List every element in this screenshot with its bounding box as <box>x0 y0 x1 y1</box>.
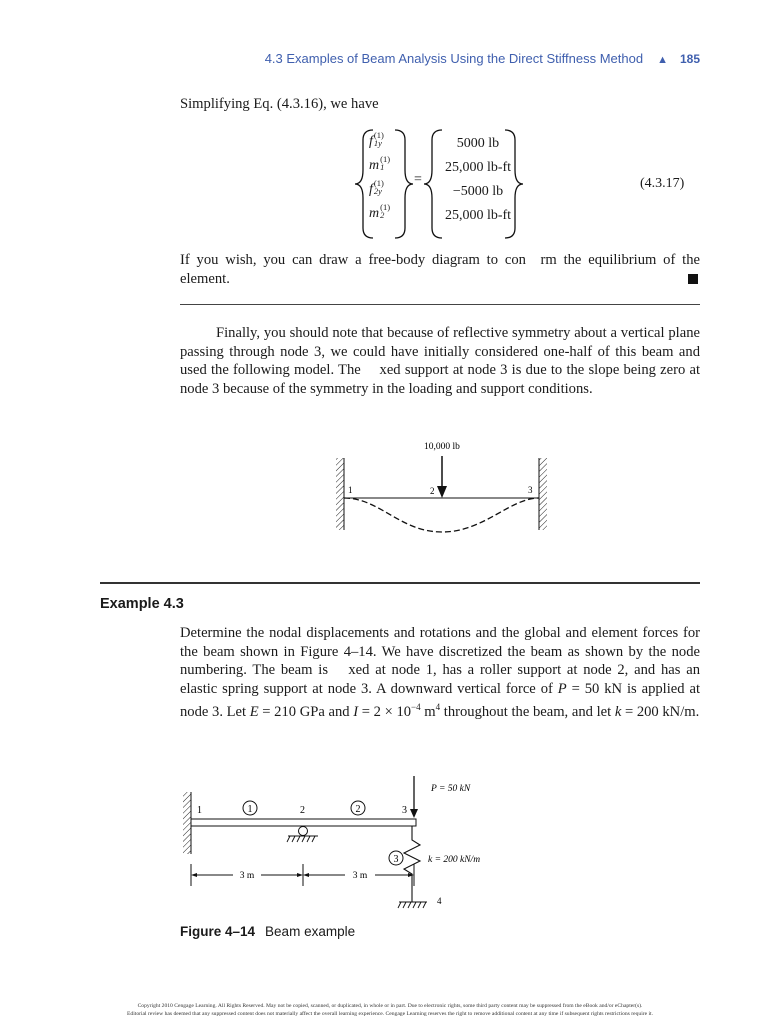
lhs-entry: f (1) 1y <box>369 130 384 150</box>
copyright-footer: Copyright 2010 Cengage Learning. All Rights Reserved. May not be copied, scanned, or duplicated, in whole or in part. Due to electronic rights, some third party content may be suppressed from the eBook and/or eChapter(s). Editorial review has deemed that any suppressed content does not materially affect the overall learning experience. Cengage Learning reserves the right to remove additional content at any time if subsequent rights restrictions require it. <box>127 1003 653 1017</box>
symmetry-paragraph: Finally, you should note that because of reflective symmetry about a vertical plane passing through node 3, we could have initially considered one-half of this beam and used the following model. The xed support at node 3 is due to the slope being zero at node 3 because of the symmetry in the loading and support conditions. <box>180 325 700 397</box>
figure-4-14 <box>175 770 515 920</box>
roller-support <box>299 827 308 836</box>
load-label-P: P = 50 kN <box>431 784 471 794</box>
equals-sign: = <box>414 172 422 187</box>
spring <box>404 826 420 902</box>
equation-block <box>355 126 535 242</box>
page-number: 185 <box>679 52 700 66</box>
lhs-entry: f (1) 2y <box>369 178 384 198</box>
caption-label: Figure 4–14 <box>180 924 256 939</box>
element-label-2: 2 <box>355 804 361 815</box>
element-label-1: 1 <box>247 804 253 815</box>
fbd-paragraph: If you wish, you can draw a free-body diagram to con rm the equilibrium of the element. <box>180 252 700 287</box>
fixed-wall-node-1 <box>183 792 191 854</box>
spring-label: k = 200 kN/m <box>428 855 481 865</box>
equation-lhs <box>369 130 405 230</box>
dim-right: 3 m <box>352 871 368 881</box>
equation-number: (4.3.17) <box>640 176 685 191</box>
fixed-support-left <box>336 458 344 530</box>
rhs-entry: −5000 lb <box>452 184 504 199</box>
end-of-example-icon <box>688 274 698 284</box>
example-divider <box>100 582 700 584</box>
triangle-icon: ▲ <box>657 54 668 66</box>
node-label-2: 2 <box>430 486 435 496</box>
lhs-entry: m (1) 2 <box>369 202 391 222</box>
section-title: 4.3 Examples of Beam Analysis Using the Direct Stiffness Method <box>264 51 644 66</box>
lhs-entry: m (1) 1 <box>369 154 391 174</box>
intro-text: Simplifying Eq. (4.3.16), we have <box>180 96 379 112</box>
caption-text: Beam example <box>265 924 356 939</box>
half-model-figure <box>320 430 560 540</box>
rhs-entry: 5000 lb <box>456 136 500 151</box>
figure-caption <box>180 924 355 939</box>
node-label-3: 3 <box>528 485 533 495</box>
rhs-entry: 25,000 lb-ft <box>444 160 512 175</box>
element-label-3: 3 <box>393 854 399 865</box>
deflected-shape <box>344 498 539 532</box>
divider <box>180 304 700 305</box>
example-label: Example 4.3 <box>100 596 184 612</box>
fixed-support-right <box>539 458 547 530</box>
fig-node-4: 4 <box>437 896 442 906</box>
fig-node-2: 2 <box>300 805 305 816</box>
rhs-entry: 25,000 lb-ft <box>444 208 512 223</box>
equation-rhs <box>438 136 518 232</box>
fig-node-1: 1 <box>197 805 202 816</box>
load-label: 10,000 lb <box>424 442 460 452</box>
example-text: Determine the nodal displacements and rotations and the global and element forces for the beam shown in Figure 4–14. We have discretized the beam as shown by the node numbering. The beam is xed at node 1, has a roller support at node 2, and has an elastic spring support at node 3. A downward vertical force of P = 50 kN is applied at node 3. Let E = 210 GPa and $I = 2 \times 10^{-4}$ $m^4$ throughout the beam, and let k = 200 kN/m. <box>180 625 700 720</box>
node-label-1: 1 <box>348 485 353 495</box>
running-head <box>180 51 700 66</box>
beam <box>191 819 416 826</box>
dim-left: 3 m <box>239 871 255 881</box>
fig-node-3: 3 <box>402 805 407 816</box>
